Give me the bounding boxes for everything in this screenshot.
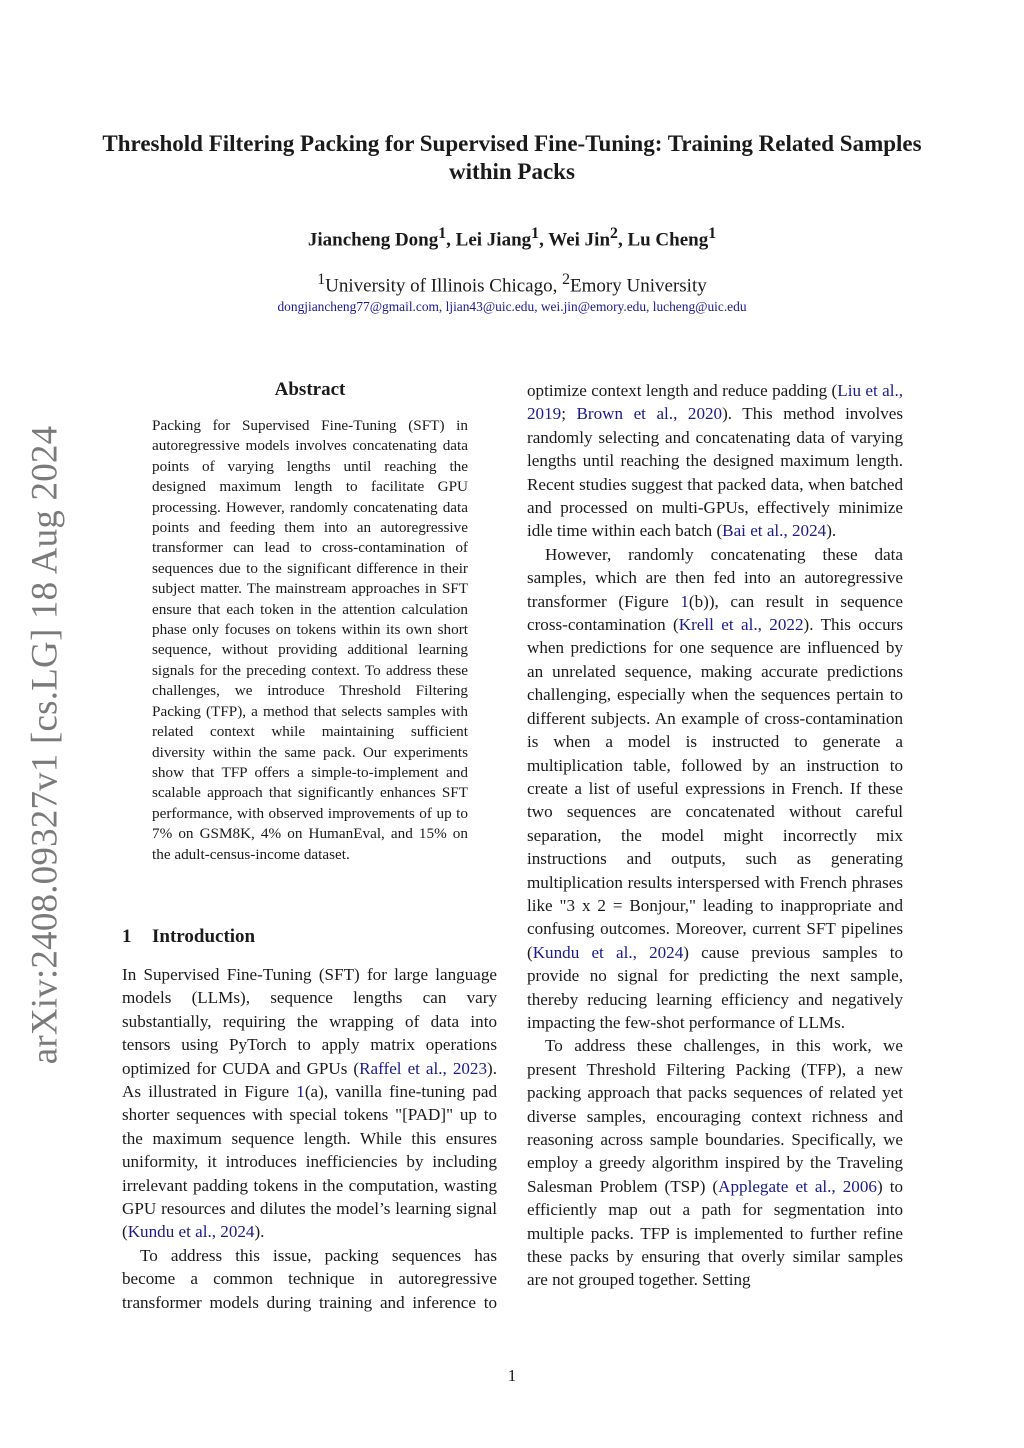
paragraph-text: to [483, 1292, 498, 1312]
paragraph-text: ; [561, 404, 566, 424]
paragraph-text: selecting [598, 427, 660, 447]
paragraph-text: This [742, 404, 773, 424]
paragraph-text: (a), vanilla fine-tuning pad shorter sequences with special tokens "[PAD]" up to the maximum sequence length. While this ensures uniformity, it introduces inefficiencies by including irrelevant padding tokens in the computation, wasting GPU resources and dilutes the model’s learning signal ( [122, 1082, 497, 1242]
affiliations: $^1$University of Illinois Chicago, $^2$Emory University [317, 271, 707, 297]
paragraph-text: idle [527, 521, 553, 541]
paragraph-text: models [209, 1292, 259, 1312]
left-column-body [122, 963, 497, 1314]
paragraph-text: ) cause previous samples to provide no signal for predicting the next sample, thereby reducing learning efficiency and negatively impacting the few-shot performance of LLMs. [527, 942, 904, 1032]
paragraph-text: processed [560, 498, 628, 518]
paragraph-text: ). [254, 1222, 265, 1242]
paragraph-text: autoregressive [398, 1269, 497, 1289]
paragraph-text [461, 1246, 474, 1265]
page-number: 1 [507, 1366, 517, 1385]
paragraph-text: However, randomly concatenating these data samples, which are then fed into an autoregressive transformer (Figure [527, 544, 903, 611]
paragraph-text: suggest [631, 474, 683, 494]
paragraph-text: until [582, 451, 615, 471]
paragraph-text [222, 1246, 235, 1265]
paragraph-text [628, 498, 637, 517]
paragraph-text [372, 1293, 380, 1312]
right-column-body [527, 379, 903, 1292]
paragraph-text: context [591, 381, 642, 400]
author-affiliation-mark: 1 [438, 225, 447, 242]
citation-link[interactable]: 2019 [527, 404, 562, 424]
author-affiliation-mark: 1 [708, 225, 717, 242]
paragraph-text [476, 1293, 484, 1312]
paragraph-text: within [591, 521, 636, 541]
paragraph-text: designed [713, 451, 774, 471]
paragraph-text: the [685, 451, 707, 471]
author-list: Jiancheng Dong$^1$, Lei Jiang$^1$, Wei Jin$^2$, Lu Cheng$^1$ [307, 225, 717, 251]
citation-link[interactable]: Raffel et al., 2023 [359, 1058, 488, 1078]
paragraph-text: when [808, 474, 846, 494]
paragraph-text: ). As illustrated in Figure [122, 1058, 497, 1102]
citation-link[interactable]: et [750, 521, 763, 541]
paragraph-text: of [830, 427, 845, 447]
author-name: Jiancheng Dong [307, 229, 439, 251]
citation-link[interactable] [623, 404, 634, 423]
figure-ref-link[interactable]: 1 [296, 1082, 305, 1102]
paragraph-text: ( [831, 381, 838, 400]
paragraph-text [383, 1269, 398, 1288]
paragraph-text: inference [412, 1292, 476, 1312]
paragraph-text: ). This occurs when predictions for one sequence are influenced by an unrelated sequence, making accurate predictions challenging, especially when the sequences pertain to different subjects. An example of cross-contamination is when a model is instructed to generate a multiplication table, followed by an instruction to create a list of useful expressions in French. If these two sequences are concatenated without careful separation, the model might incorrectly mix instructions and outputs, such as generating multiplication results interspersed with French phrases like "3 x 2 = Bonjour," leading to inappropriate and confusing outcomes. Moreover, current SFT pipelines ( [527, 615, 903, 962]
paragraph-text [773, 404, 784, 423]
paragraph-text: randomly [527, 427, 593, 447]
paragraph-text: in [369, 1269, 384, 1289]
paragraph-text: training [319, 1292, 373, 1312]
paragraph-text: batch [675, 521, 713, 541]
paragraph-text [653, 498, 662, 517]
paragraph-text: To [140, 1245, 158, 1265]
paragraph-text: common [213, 1269, 273, 1289]
citation-link[interactable]: Brown [576, 404, 624, 424]
paragraph-text [749, 498, 758, 517]
paragraph-text: transformer [122, 1292, 202, 1312]
figure-ref-link[interactable]: 1 [680, 591, 689, 611]
author-name: Wei Jin [548, 229, 611, 251]
paragraph-text: this [235, 1245, 260, 1265]
paragraph-text [552, 498, 561, 517]
paragraph-text [312, 1246, 325, 1265]
paragraph-text: Recent [527, 474, 575, 494]
paragraph-text: lengths [527, 451, 577, 471]
citation-link[interactable]: Kundu et al., 2024 [532, 942, 684, 962]
paragraph-text [260, 1246, 273, 1265]
paragraph-text: during [266, 1292, 312, 1312]
affiliation-mark: 1 [317, 271, 326, 288]
section-heading [122, 925, 497, 949]
citation-link[interactable]: 2020 [687, 404, 723, 424]
author-affiliation-mark: 1 [531, 225, 540, 242]
paragraph-text: reduce [722, 381, 768, 400]
paragraph-text: sequences [391, 1245, 462, 1265]
paragraph [122, 963, 497, 1244]
paragraph [527, 1034, 903, 1291]
paragraph-text: and [665, 427, 690, 447]
paragraph-text: In Supervised Fine-Tuning (SFT) for large language models (LLMs), sequence lengths can vary substantially, requiring the wrapping of data into tensors using PyTorch to apply matrix operations optimized for CUDA and GPUs ( [122, 965, 497, 1078]
paragraph-text [379, 1246, 392, 1265]
paragraph-text: ). [722, 404, 733, 424]
paragraph-text [175, 1269, 190, 1288]
author-name: Lei Jiang [455, 229, 532, 251]
citation-link[interactable]: Applegate et al., 2006 [718, 1176, 877, 1196]
citation-link[interactable]: Kundu et al., 2024 [127, 1222, 255, 1242]
author-affiliation-mark: 2 [610, 225, 618, 242]
citation-link[interactable]: al., [882, 381, 904, 400]
paragraph-text: batched [849, 474, 904, 494]
abstract-text: Packing for Supervised Fine-Tuning (SFT) in autoregressive models involves concatenating data points of varying lengths until reaching the designed maximum length to facilitate GPU processing. However, randomly concatenating data points and feeding them into an autoregressive transformer can lead to cross-contamination of sequences due to the significant difference in their subject matter. The mainstream approaches in SFT ensure that each token in the attention calculation phase only focuses on tokens within its own short sequence, without providing additional learning signals for the preceding context. To address these challenges, we introduce Threshold Filtering Packing (TFP), a method that selects samples with related context while maintaining sufficient diversity within the same pack. Our experiments show that TFP offers a simple-to-implement and scalable approach that significantly enhances SFT performance, with observed improvements of up to 7% on GSM8K, 4% on HumanEval, and 15% on the adult-census-income dataset. [152, 417, 468, 863]
paragraph [122, 1244, 497, 1314]
author-name: Lu Cheng [627, 229, 709, 251]
affiliation-name: University of Illinois Chicago [325, 275, 553, 297]
paragraph-text: and [693, 381, 718, 400]
citation-link[interactable]: Liu [837, 381, 861, 400]
paragraph-text: multi-GPUs, [661, 498, 749, 518]
paragraph-text: concatenating [695, 427, 791, 447]
paragraph-text: that [687, 474, 713, 494]
paragraph-text: ). [826, 521, 837, 541]
paragraph-text [566, 404, 577, 423]
paragraph-text: varying [850, 427, 903, 447]
arxiv-identifier: arXiv:2408.09327v1 [cs.LG] 18 Aug 2024 [24, 425, 66, 1065]
citation-link[interactable] [677, 404, 688, 423]
author-emails[interactable]: dongjiancheng77@gmail.com, ljian43@uic.edu, wei.jin@emory.edu, lucheng@uic.edu [277, 299, 747, 314]
paragraph-text: length [645, 381, 689, 400]
paragraph-text [311, 1293, 319, 1312]
paragraph-text: (b)), can result in sequence cross-contamination ( [527, 591, 903, 635]
paragraph-text [198, 1269, 213, 1288]
citation-link[interactable]: al., [766, 521, 788, 541]
paragraph-text: ( [716, 521, 723, 541]
affiliation-name: Emory University [570, 275, 707, 297]
paragraph-text: length. [856, 451, 903, 471]
paragraph-text: issue, [273, 1245, 312, 1265]
paragraph-text [835, 404, 846, 423]
paper-title: Threshold Filtering Packing for Supervised Fine-Tuning: Training Related Samples within Packs [102, 131, 922, 184]
paragraph-text: time [556, 521, 588, 541]
paragraph-text: and [379, 1292, 405, 1312]
paragraph-text: a [190, 1269, 198, 1289]
paragraph-text: on [636, 498, 654, 518]
paragraph-continued [527, 379, 903, 543]
paragraph-text: studies [579, 474, 627, 494]
paragraph-text [202, 1293, 210, 1312]
paragraph-text: reaching [620, 451, 680, 471]
citation-link[interactable]: Bai [722, 521, 746, 541]
section-title: Introduction [152, 926, 256, 947]
paragraph-text: minimize [838, 498, 903, 518]
citation-link[interactable]: 2024 [792, 521, 827, 541]
citation-link[interactable]: et [865, 381, 878, 400]
paragraph-text: has [474, 1245, 498, 1265]
citation-link[interactable]: al., [656, 404, 678, 424]
paragraph-text: address [170, 1245, 223, 1265]
paragraph-text [259, 1293, 267, 1312]
paragraph [527, 543, 903, 1035]
paragraph-text: optimize [527, 381, 587, 400]
paragraph-text: and [527, 498, 552, 518]
paragraph-text: method [783, 404, 835, 424]
section-number: 1 [122, 926, 132, 947]
affiliation-mark: 2 [562, 271, 571, 288]
citation-link[interactable] [646, 404, 657, 423]
paragraph-text: data [796, 427, 825, 447]
paragraph-text: packing [324, 1245, 379, 1265]
paragraph-text: become [122, 1269, 176, 1289]
paragraph-text [732, 404, 742, 423]
paragraph-text: maximum [780, 451, 850, 471]
paragraph-text: each [639, 521, 671, 541]
paragraph-text: effectively [757, 498, 830, 518]
paragraph-text: ) to efficiently map out a path for segmentation into multiple packs. TFP is implemented to further refine these packs by ensuring that overly similar samples are not grouped together. Setting [527, 1176, 903, 1290]
paragraph-text: data, [770, 474, 804, 494]
paragraph-text [355, 1269, 370, 1288]
paragraph-text: padding [772, 381, 828, 400]
paragraph-text: packed [717, 474, 767, 494]
citation-link[interactable]: Krell et al., 2022 [678, 615, 804, 635]
paragraph-text [158, 1246, 171, 1265]
paragraph-text: involves [845, 404, 903, 424]
citation-link[interactable]: et [633, 404, 646, 424]
paragraph-text: To address these challenges, in this work, we present Threshold Filtering Packing (TFP), a new packing approach that packs sequences of related yet diverse samples, encouraging context richness and reasoning across sample boundaries. Specifically, we employ a greedy algorithm inspired by the Traveling Salesman Problem (TSP) ( [527, 1036, 903, 1196]
paragraph-text: technique [288, 1269, 355, 1289]
abstract-heading: Abstract [274, 379, 346, 400]
paragraph-text [273, 1269, 288, 1288]
